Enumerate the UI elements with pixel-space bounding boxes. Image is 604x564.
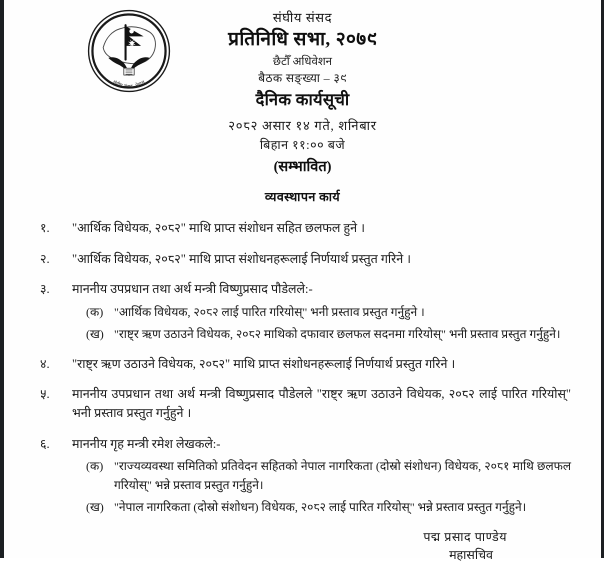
house-name: प्रतिनिधि सभा, २०७९ (228, 29, 377, 51)
agenda-subitem-text: "राज्यव्यवस्था समितिको प्रतिवेदन सहितको नेपाल नागरिकता (दोस्रो संशोधन) विधेयक, २०८१ माथि छलफल गरियोस्" भन्ने प्रस्ताव प्रस्तुत गर्नुहुने। (114, 459, 571, 492)
signature-block (24, 528, 581, 564)
agenda-item-marker: ४. (40, 356, 50, 371)
agenda-item-text: "आर्थिक विधेयक, २०८२" माथि प्राप्त संशोधन सहित छलफल हुने । (72, 221, 365, 236)
organization-name: संघीय संसद (272, 10, 333, 25)
agenda-item-text: माननीय उपप्रधान तथा अर्थ मन्त्री विष्णुप्रसाद पौडेलले:- (72, 282, 313, 297)
agenda-subitem-text: "नेपाल नागरिकता (दोस्रो संशोधन) विधेयक, २०८२ लाई पारित गरियोस्" भन्ने प्रस्ताव प्रस्तुत गर्नुहुने। (114, 500, 527, 515)
agenda-list (24, 219, 581, 517)
meeting-time: बिहान ११:०० बजे (259, 138, 346, 153)
agenda-subitem (86, 325, 571, 344)
svg-text:संघीय संसद, नेपाल: संघीय संसद, नेपाल (111, 80, 147, 90)
agenda-subitem-marker: (ख) (86, 500, 104, 515)
agenda-subitem-group (40, 303, 571, 344)
agenda-subitem-marker: (ख) (86, 327, 104, 342)
agenda-item-text: "आर्थिक विधेयक, २०८२" माथि प्राप्त संशोधनहरूलाई निर्णयार्थ प्रस्तुत गरिने । (72, 251, 412, 266)
document-page (4, 0, 601, 563)
agenda-item (40, 280, 571, 299)
agenda-item-marker: १. (40, 221, 50, 236)
agenda-item-text: "राष्ट्र ऋण उठाउने विधेयक, २०८२" माथि प्राप्त संशोधनहरूलाई निर्णयार्थ प्रस्तुत गरिने । (72, 356, 456, 371)
tentative-note: (सम्भावित) (273, 159, 332, 176)
agenda-item-marker: ३. (40, 282, 50, 297)
agenda-subitem (86, 498, 571, 517)
agenda-item-text: माननीय उपप्रधान तथा अर्थ मन्त्री विष्णुप्रसाद पौडेलले "राष्ट्र ऋण उठाउने विधेयक, २०८२ लाई पारित गरियोस्" भनी प्रस्ताव प्रस्तुत गर्नुहुने । (72, 387, 571, 421)
agenda-subitem (86, 303, 571, 322)
agenda-item (40, 219, 571, 238)
agenda-item-marker: ५. (40, 387, 50, 402)
agenda-item (40, 355, 571, 374)
signatory-name: पद्म प्रसाद पाण्डेय (423, 530, 507, 545)
agenda-subitem-marker: (क) (86, 304, 104, 319)
agenda-subitem-marker: (क) (86, 459, 104, 474)
agenda-item (40, 385, 571, 424)
agenda-item-marker: २. (40, 251, 50, 266)
section-heading-legislative-business: व्यवस्थापन कार्य (264, 190, 341, 205)
page-title: दैनिक कार्यसूची (255, 90, 350, 110)
agenda-subitem-group (40, 457, 571, 517)
agenda-subitem (86, 457, 571, 494)
meeting-date: २०८२ असार १४ गते, शनिबार (228, 117, 377, 133)
meeting-number: बैठक सङ्ख्या – ३९ (258, 70, 347, 85)
document-header (24, 6, 581, 205)
agenda-item-marker: ६. (40, 436, 50, 451)
federal-parliament-nepal-emblem-icon (86, 8, 172, 94)
agenda-item-text: माननीय गृह मन्त्री रमेश लेखकले:- (72, 436, 221, 451)
agenda-item (40, 435, 571, 454)
agenda-item (40, 250, 571, 269)
signatory-designation: महासचिव (449, 548, 493, 563)
agenda-subitem-text: "राष्ट्र ऋण उठाउने विधेयक, २०८२ माथिको दफावार छलफल सदनमा गरियोस्" भनी प्रस्ताव प्रस्तुत गर्नुहुने। (114, 327, 561, 342)
session-name: छैटौँ अधिवेशन (272, 55, 333, 68)
agenda-subitem-text: "आर्थिक विधेयक, २०८२ लाई पारित गरियोस्" भनी प्रस्ताव प्रस्तुत गर्नुहुने । (114, 304, 425, 319)
